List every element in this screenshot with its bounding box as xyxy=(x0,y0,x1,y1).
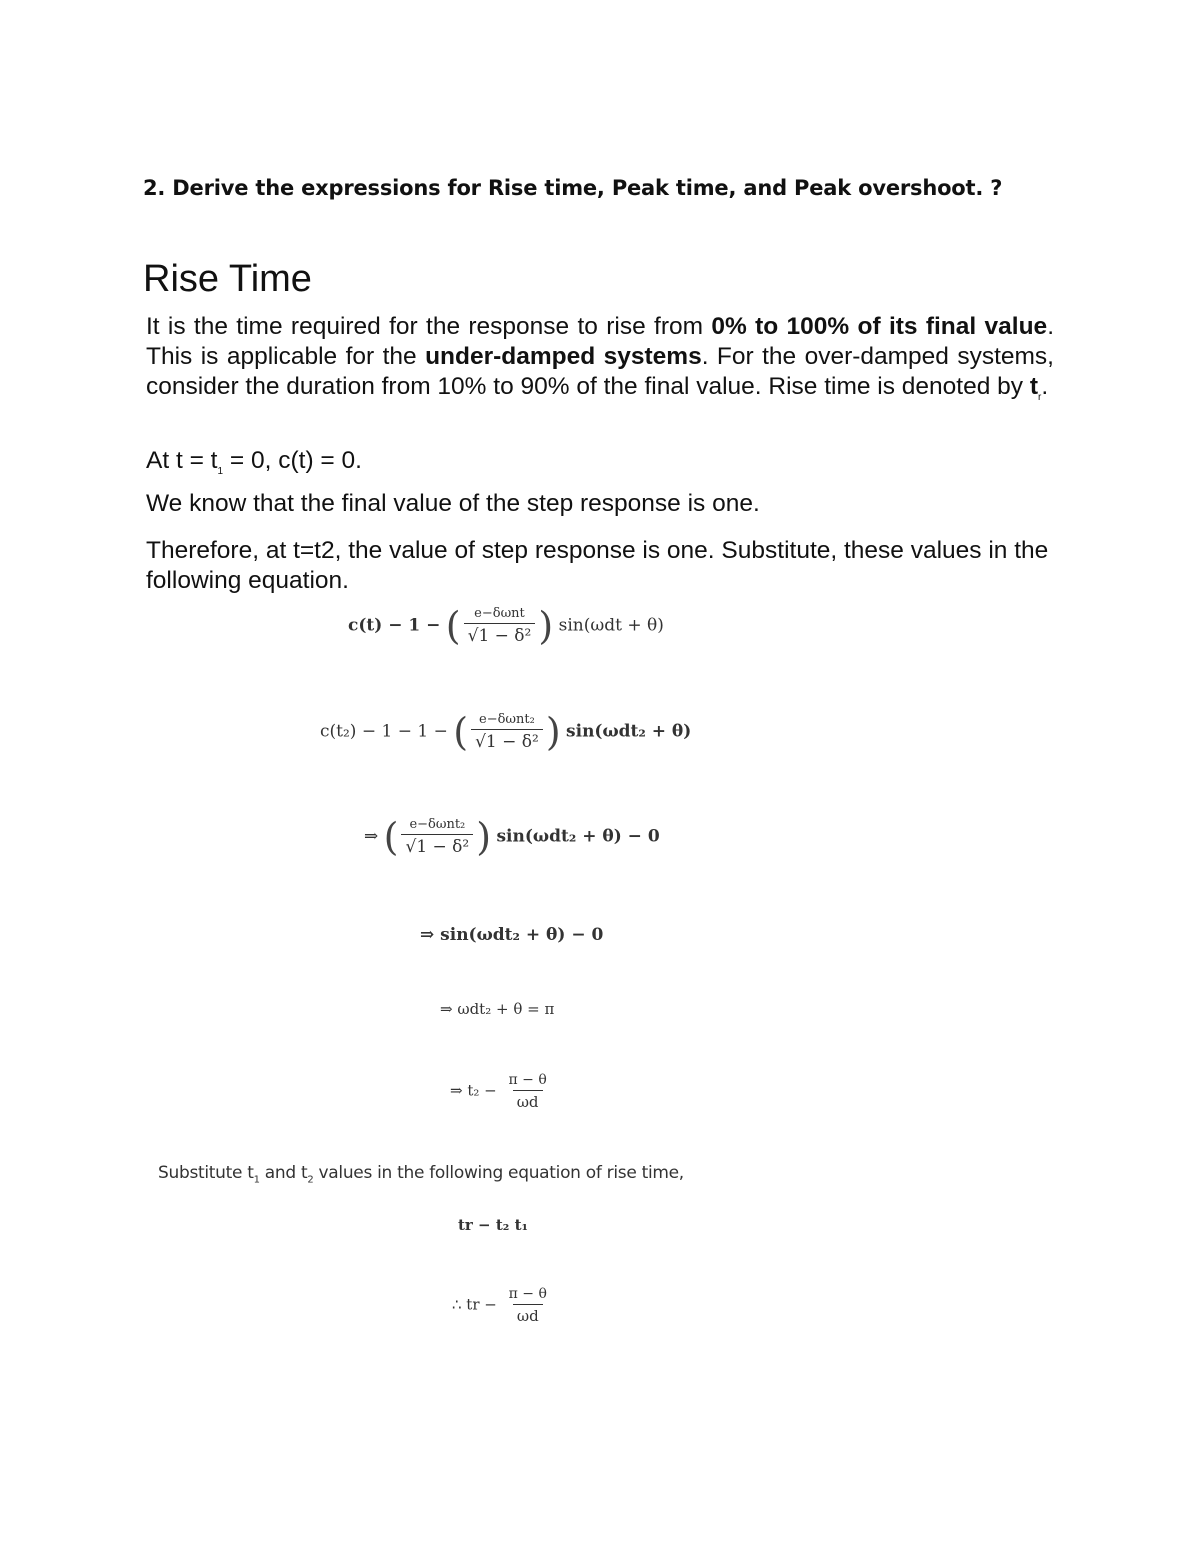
equation-7: tr − t₂ t₁ xyxy=(458,1216,529,1234)
initial-condition: At $t = t_1 = 0$, c(t) = 0. xyxy=(146,447,362,477)
final-value-statement: We know that the final value of the step response is one. xyxy=(146,490,760,517)
equation-1: c(t) − 1 − ( $\frac{\text{e−δωnt}}{\text{√1 − δ²}}$ ) sin(ωdt + θ) xyxy=(348,604,664,648)
equation-6: ⇒ t₂ − $\frac{\pi - \theta}{\omega d}$ xyxy=(450,1072,547,1111)
definition-paragraph: It is the time required for the response to rise from 0% to 100% of its final value. This is applicable for the under-damped systems. For the over-damped systems, consider the duration from 10% to 90% of the final value. Rise time is denoted by $t_r$. xyxy=(146,313,1054,403)
substitute-note: Substitute $t_1$ and $t_2$ values in the following equation of rise time, xyxy=(158,1163,684,1186)
question-heading: 2. Derive the expressions for Rise time, Peak time, and Peak overshoot. ? xyxy=(143,176,1003,200)
equation-2: c(t₂) − 1 − 1 − ( $\frac{\text{e−δωnt₂}}{\text{√1 − δ²}}$ ) sin(ωdt₂ + θ) xyxy=(320,710,692,754)
equation-8: ∴ tr − $\frac{\pi - \theta}{\omega d}$ xyxy=(452,1286,547,1325)
equation-3: ⇒ ( $\frac{\text{e−δωnt₂}}{\text{√1 − δ²}}$ ) sin(ωdt₂ + θ) − 0 xyxy=(364,815,660,859)
section-title: Rise Time xyxy=(143,258,312,300)
equation-4: ⇒ sin(ωdt₂ + θ) − 0 xyxy=(420,925,604,945)
equation-5: ⇒ ωdt₂ + θ = π xyxy=(440,1000,555,1018)
therefore-statement: Therefore, at t=t2, the value of step response is one. Substitute, these values in the following equation. xyxy=(146,537,1049,594)
